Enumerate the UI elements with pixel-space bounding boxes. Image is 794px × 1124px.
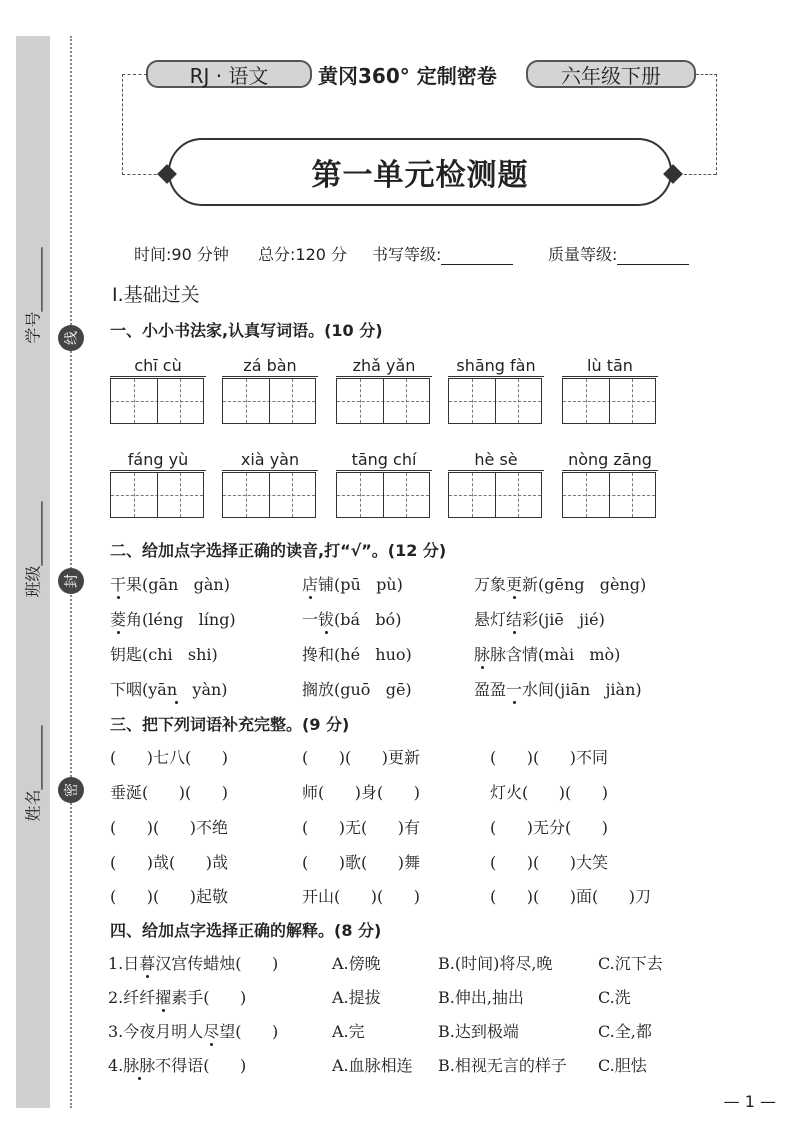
grade-tag: 六年级下册	[526, 60, 696, 88]
reading-item: 脉脉含情(mài mò)	[474, 645, 621, 664]
seal-seal-mark: 封	[58, 568, 84, 594]
header-dash-right-bottom	[684, 174, 716, 175]
writing-box[interactable]	[110, 472, 204, 518]
pinyin-label: zhǎ yǎn	[336, 356, 432, 377]
student-id-label: 学号________	[23, 247, 43, 344]
time-info: 时间:90 分钟	[134, 245, 229, 264]
option-c: C.沉下去	[598, 954, 663, 973]
idiom-blank[interactable]: ( )无分( )	[490, 818, 609, 837]
pinyin-label: lù tān	[562, 356, 658, 377]
option-a: A.血脉相连	[332, 1056, 413, 1075]
q2-heading: 二、给加点字选择正确的读音,打“√”。(12 分)	[110, 541, 447, 560]
pinyin-label: fáng yù	[110, 450, 206, 471]
q1-heading: 一、小小书法家,认真写词语。(10 分)	[110, 321, 383, 340]
series-title: 黄冈360° 定制密卷	[318, 64, 497, 88]
header-dash-left-bottom	[122, 174, 162, 175]
pinyin-label: chī cù	[110, 356, 206, 377]
pinyin-label: hè sè	[448, 450, 544, 471]
idiom-blank[interactable]: ( )( )不同	[490, 748, 609, 767]
idiom-blank[interactable]: ( )( )面( )刀	[490, 887, 652, 906]
idiom-blank[interactable]: ( )无( )有	[302, 818, 421, 837]
pinyin-label: shāng fàn	[448, 356, 544, 377]
reading-item: 万象更新(gēng gèng)	[474, 575, 647, 594]
option-c: C.胆怯	[598, 1056, 647, 1075]
name-label: 姓名________	[23, 725, 43, 822]
idiom-blank[interactable]: 开山( )( )	[302, 887, 421, 906]
reading-item: 搁放(guō gē)	[302, 680, 412, 699]
reading-item: 菱角(léng líng)	[110, 610, 236, 629]
meaning-question[interactable]: 4.脉脉不得语( )	[108, 1056, 247, 1075]
reading-item: 搀和(hé huo)	[302, 645, 412, 664]
idiom-blank[interactable]: ( )( )大笑	[490, 853, 609, 872]
pinyin-label: xià yàn	[222, 450, 318, 471]
writing-box[interactable]	[222, 472, 316, 518]
seal-secret-mark: 密	[58, 777, 84, 803]
header-dash-left	[122, 74, 147, 175]
q4-heading: 四、给加点字选择正确的解释。(8 分)	[110, 921, 382, 940]
idiom-blank[interactable]: ( )( )起敬	[110, 887, 229, 906]
quality-grade-info: 质量等级:	[548, 242, 689, 265]
writing-box[interactable]	[336, 472, 430, 518]
reading-item: 盈盈一水间(jiān jiàn)	[474, 680, 642, 699]
writing-box[interactable]	[448, 472, 542, 518]
reading-item: 干果(gān gàn)	[110, 575, 230, 594]
writing-box[interactable]	[222, 378, 316, 424]
idiom-blank[interactable]: ( )哉( )哉	[110, 853, 229, 872]
idiom-blank[interactable]: ( )七八( )	[110, 748, 229, 767]
writing-grade-info: 书写等级:	[372, 242, 513, 265]
idiom-blank[interactable]: ( )( )更新	[302, 748, 421, 767]
option-b: B.相视无言的样子	[438, 1056, 567, 1075]
class-label: 班级________	[23, 501, 43, 598]
reading-item: 悬灯结彩(jiē jié)	[474, 610, 605, 629]
option-c: C.洗	[598, 988, 631, 1007]
option-b: B.达到极端	[438, 1022, 519, 1041]
pinyin-label: zá bàn	[222, 356, 318, 377]
subject-tag: RJ · 语文	[146, 60, 312, 88]
meaning-question[interactable]: 3.今夜月明人尽望( )	[108, 1022, 279, 1041]
writing-box[interactable]	[562, 378, 656, 424]
meaning-question[interactable]: 1.日暮汉宫传蜡烛( )	[108, 954, 279, 973]
writing-box[interactable]	[562, 472, 656, 518]
writing-box[interactable]	[336, 378, 430, 424]
total-score-info: 总分:120 分	[258, 245, 348, 264]
reading-item: 一钹(bá bó)	[302, 610, 402, 629]
option-a: A.完	[332, 1022, 365, 1041]
option-c: C.全,都	[598, 1022, 652, 1041]
idiom-blank[interactable]: 师( )身( )	[302, 783, 421, 802]
reading-item: 下咽(yān yàn)	[110, 680, 228, 699]
writing-box[interactable]	[110, 378, 204, 424]
idiom-blank[interactable]: 垂涎( )( )	[110, 783, 229, 802]
header-dash-right	[696, 74, 717, 175]
pinyin-label: nòng zāng	[562, 450, 658, 471]
page-number: — 1 —	[723, 1092, 776, 1111]
option-a: A.提拔	[332, 988, 381, 1007]
idiom-blank[interactable]: ( )( )不绝	[110, 818, 229, 837]
reading-item: 店铺(pū pù)	[302, 575, 403, 594]
page-title: 第一单元检测题	[311, 158, 529, 193]
writing-box[interactable]	[448, 378, 542, 424]
pinyin-label: tāng chí	[336, 450, 432, 471]
idiom-blank[interactable]: ( )歌( )舞	[302, 853, 421, 872]
seal-line-mark: 线	[58, 325, 84, 351]
idiom-blank[interactable]: 灯火( )( )	[490, 783, 609, 802]
meaning-question[interactable]: 2.纤纤擢素手( )	[108, 988, 247, 1007]
section-heading: Ⅰ.基础过关	[112, 284, 200, 306]
option-b: B.伸出,抽出	[438, 988, 524, 1007]
reading-item: 钥匙(chi shi)	[110, 645, 218, 664]
q3-heading: 三、把下列词语补充完整。(9 分)	[110, 715, 350, 734]
option-a: A.傍晚	[332, 954, 381, 973]
option-b: B.(时间)将尽,晚	[438, 954, 553, 973]
